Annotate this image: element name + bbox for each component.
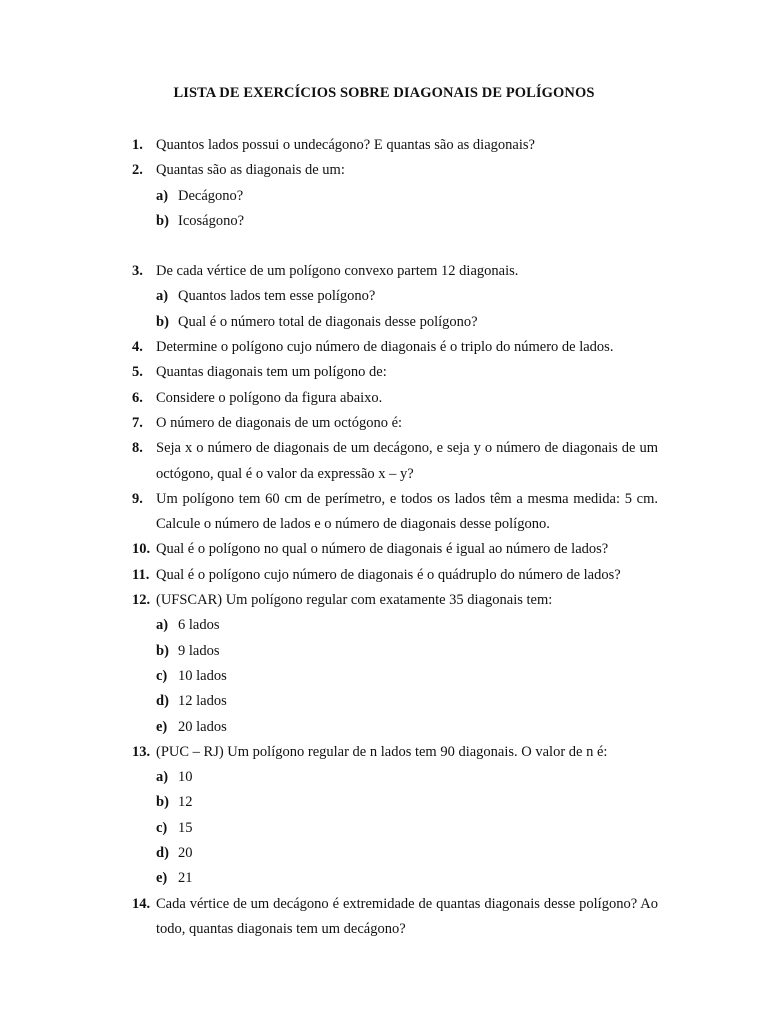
- option-item: [156, 639, 658, 664]
- question-item: [132, 436, 658, 487]
- option-letter: b): [156, 212, 169, 229]
- option-letter: a): [156, 769, 169, 786]
- question-text: Qual é o polígono cujo número de diagonais é o quádruplo do número de lados?: [156, 566, 621, 583]
- question-text: Seja x o número de diagonais de um decágono, e seja y o número de diagonais de um octógono, qual é o valor da expressão x – y?: [156, 440, 658, 482]
- option-item: [156, 209, 658, 234]
- question-text: Qual é o polígono no qual o número de diagonais é igual ao número de lados?: [156, 541, 609, 558]
- option-item: [156, 866, 658, 891]
- question-item: [132, 563, 658, 588]
- question-item: [132, 259, 658, 284]
- option-item: [156, 790, 658, 815]
- question-number: 12.: [132, 592, 151, 609]
- option-item: [156, 715, 658, 740]
- option-letter: e): [156, 870, 168, 887]
- question-text: Cada vértice de um decágono é extremidade de quantas diagonais desse polígono? Ao todo, quantas diagonais tem um decágono?: [156, 895, 658, 937]
- option-text: 9 lados: [178, 642, 220, 659]
- option-letter: d): [156, 845, 169, 862]
- question-number: 9.: [132, 490, 143, 507]
- question-number: 3.: [132, 263, 143, 280]
- option-text: 10 lados: [178, 667, 227, 684]
- answer-options: [156, 765, 658, 891]
- question-number: 1.: [132, 137, 143, 153]
- option-text: 6 lados: [178, 617, 220, 634]
- question-number: 10.: [132, 541, 151, 558]
- question-item: [132, 360, 658, 385]
- option-letter: c): [156, 667, 168, 684]
- option-letter: a): [156, 187, 169, 204]
- question-text: Quantos lados possui o undecágono? E quantas são as diagonais?: [156, 137, 535, 153]
- question-number: 13.: [132, 743, 151, 760]
- option-letter: c): [156, 819, 168, 836]
- question-item: [132, 335, 658, 360]
- answer-options: [156, 284, 658, 335]
- option-item: [156, 816, 658, 841]
- option-letter: d): [156, 693, 169, 710]
- page-title: LISTA DE EXERCÍCIOS SOBRE DIAGONAIS DE POLÍGONOS: [173, 85, 595, 101]
- option-text: 20 lados: [178, 718, 227, 735]
- option-letter: b): [156, 794, 169, 811]
- question-number: 4.: [132, 339, 143, 356]
- exercise-list: [132, 133, 658, 942]
- question-text: Quantas diagonais tem um polígono de:: [156, 364, 387, 381]
- option-text: Decágono?: [178, 187, 244, 204]
- question-item: [132, 588, 658, 613]
- option-item: [156, 689, 658, 714]
- question-text: Quantas são as diagonais de um:: [156, 162, 345, 179]
- question-item: [132, 158, 658, 183]
- question-text: O número de diagonais de um octógono é:: [156, 414, 403, 431]
- option-text: Icoságono?: [178, 212, 245, 229]
- option-item: [156, 284, 658, 309]
- question-item: [132, 386, 658, 411]
- question-item: [132, 133, 658, 158]
- question-text: Considere o polígono da figura abaixo.: [156, 389, 383, 406]
- question-item: [132, 740, 658, 765]
- spacer: [132, 234, 658, 259]
- option-letter: a): [156, 617, 169, 634]
- option-letter: b): [156, 642, 169, 659]
- question-item: [132, 411, 658, 436]
- option-item: [156, 184, 658, 209]
- option-item: [156, 664, 658, 689]
- option-item: [156, 310, 658, 335]
- option-letter: b): [156, 313, 169, 330]
- question-item: [132, 537, 658, 562]
- question-text: (PUC – RJ) Um polígono regular de n lados tem 90 diagonais. O valor de n é:: [156, 743, 608, 760]
- option-letter: a): [156, 288, 169, 305]
- option-text: 12: [178, 794, 193, 811]
- question-number: 8.: [132, 440, 143, 457]
- question-text: De cada vértice de um polígono convexo partem 12 diagonais.: [156, 263, 519, 280]
- question-number: 5.: [132, 364, 143, 381]
- question-number: 14.: [132, 895, 151, 912]
- option-text: 12 lados: [178, 693, 227, 710]
- option-item: [156, 841, 658, 866]
- question-item: [132, 487, 658, 538]
- option-item: [156, 613, 658, 638]
- question-number: 2.: [132, 162, 143, 179]
- question-number: 7.: [132, 414, 143, 431]
- answer-options: [156, 184, 658, 235]
- question-text: (UFSCAR) Um polígono regular com exatamente 35 diagonais tem:: [156, 592, 553, 609]
- option-text: 15: [178, 819, 193, 836]
- question-text: Determine o polígono cujo número de diagonais é o triplo do número de lados.: [156, 339, 614, 356]
- option-text: Qual é o número total de diagonais desse polígono?: [178, 313, 478, 330]
- question-text: Um polígono tem 60 cm de perímetro, e todos os lados têm a mesma medida: 5 cm. Calcule o número de lados e o número de diagonais desse polígono.: [156, 490, 658, 533]
- option-letter: e): [156, 718, 168, 735]
- option-item: [156, 765, 658, 790]
- question-number: 11.: [132, 566, 150, 583]
- question-number: 6.: [132, 389, 143, 406]
- option-text: 21: [178, 870, 193, 887]
- answer-options: [156, 613, 658, 739]
- option-text: Quantos lados tem esse polígono?: [178, 288, 376, 305]
- option-text: 20: [178, 845, 193, 862]
- question-item: [132, 892, 658, 943]
- option-text: 10: [178, 769, 193, 786]
